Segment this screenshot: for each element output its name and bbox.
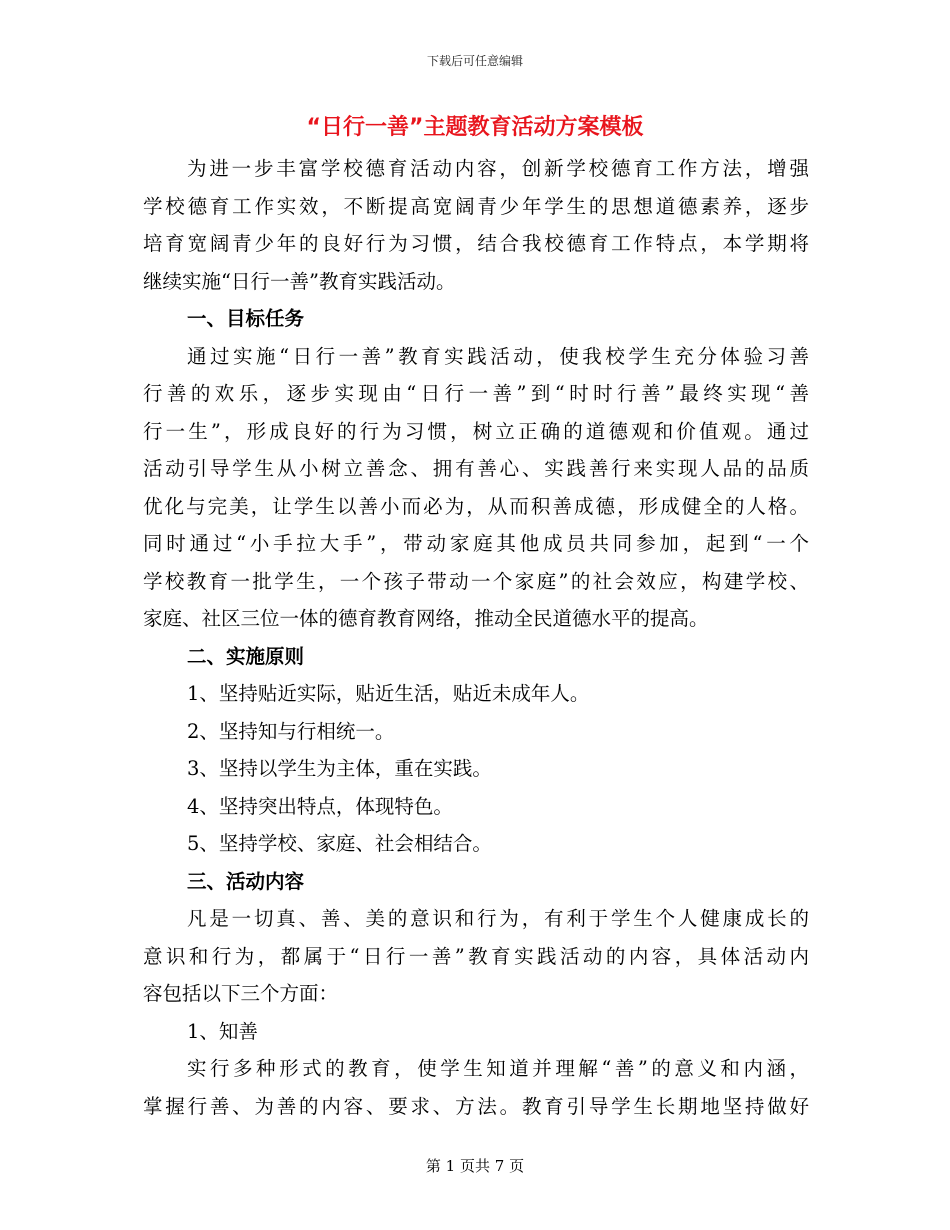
paragraph-line: 意识和行为，都属于“日行一善”教育实践活动的内容，具体活动内 — [143, 944, 809, 968]
paragraph-line: 行善的欢乐，逐步实现由“日行一善”到“时时行善”最终实现“善 — [143, 382, 809, 405]
document-body — [143, 150, 809, 1125]
paragraph-line: 凡是一切真、善、美的意识和行为，有利于学生个人健康成长的 — [187, 907, 809, 930]
paragraph-line: 容包括以下三个方面： — [143, 982, 339, 1005]
list-item: 5、坚持学校、家庭、社会相结合。 — [187, 832, 492, 855]
paragraph-line: 活动引导学生从小树立善念、拥有善心、实践善行来实现人品的品质 — [143, 457, 809, 480]
page-header: 下载后可任意编辑 — [426, 54, 523, 68]
list-item: 2、坚持知与行相统一。 — [187, 719, 395, 743]
paragraph-line: 优化与完美，让学生以善小而必为，从而积善成德，形成健全的人格。 — [143, 494, 809, 518]
paragraph-line: 家庭、社区三位一体的德育教育网络，推动全民道德水平的提高。 — [143, 607, 709, 630]
paragraph-line: 行一生”，形成良好的行为习惯，树立正确的道德观和价值观。通过 — [143, 419, 809, 443]
paragraph-line: 同时通过“小手拉大手”，带动家庭其他成员共同参加，起到“一个 — [143, 532, 809, 555]
section-heading-goals: 一、目标任务 — [187, 307, 305, 330]
paragraph-line: 掌握行善、为善的内容、要求、方法。教育引导学生长期地坚持做好 — [143, 1094, 809, 1118]
section-heading-content: 三、活动内容 — [187, 869, 305, 893]
paragraph-line: 学校德育工作实效，不断提高宽阔青少年学生的思想道德素养，逐步 — [143, 194, 809, 218]
paragraph-line: 为进一步丰富学校德育活动内容，创新学校德育工作方法，增强 — [187, 157, 809, 180]
section-heading-principles: 二、实施原则 — [187, 644, 305, 668]
subsection-heading: 1、知善 — [187, 1019, 258, 1043]
paragraph-line: 培育宽阔青少年的良好行为习惯，结合我校德育工作特点，本学期将 — [143, 232, 809, 255]
list-item: 3、坚持以学生为主体，重在实践。 — [187, 757, 492, 780]
list-item: 4、坚持突出特点，体现特色。 — [187, 794, 453, 818]
paragraph-line: 通过实施“日行一善”教育实践活动，使我校学生充分体验习善 — [187, 344, 809, 368]
paragraph-line: 实行多种形式的教育，使学生知道并理解“善”的意义和内涵， — [187, 1057, 809, 1080]
paragraph-line: 继续实施“日行一善”教育实践活动。 — [143, 269, 456, 293]
paragraph-line: 学校教育一批学生，一个孩子带动一个家庭”的社会效应，构建学校、 — [143, 569, 809, 593]
list-item: 1、坚持贴近实际，贴近生活，贴近未成年人。 — [187, 682, 590, 705]
document-title: “日行一善”主题教育活动方案模板 — [306, 115, 644, 140]
page-footer: 第 1 页共 7 页 — [425, 1157, 525, 1175]
